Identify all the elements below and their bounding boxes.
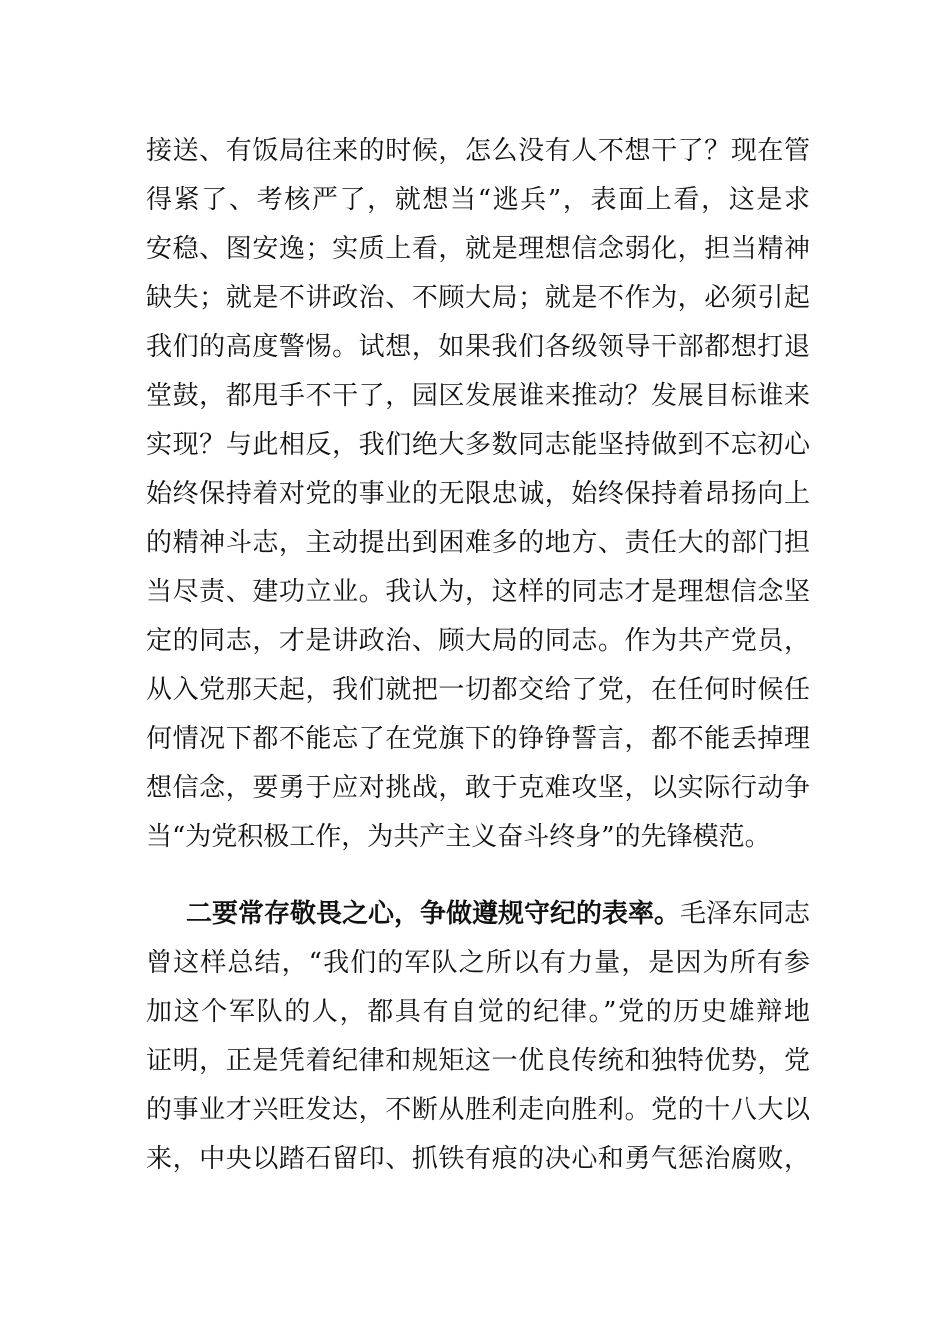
paragraph-2-line: 加这个军队的人，都具有自觉的纪律。”党的历史雄辩地 bbox=[146, 997, 810, 1027]
paragraph-1-line: 接送、有饭局往来的时候，怎么没有人不想干了？现在管 bbox=[146, 136, 810, 166]
paragraph-1-line: 从入党那天起，我们就把一切都交给了党，在任何时候任 bbox=[146, 675, 810, 705]
paragraph-2-line: 来，中央以踏石留印、抓铁有痕的决心和勇气惩治腐败， bbox=[146, 1144, 810, 1174]
paragraph-2-line: 曾这样总结，“我们的军队之所以有力量，是因为所有参 bbox=[146, 948, 810, 978]
paragraph-2-first-line-rest: 毛泽东同志 bbox=[680, 899, 811, 929]
paragraph-1-line: 得紧了、考核严了，就想当“逃兵”，表面上看，这是求 bbox=[146, 185, 810, 215]
paragraph-2-heading: 二要常存敬畏之心，争做遵规守纪的表率。 bbox=[186, 899, 681, 929]
paragraph-1-line: 始终保持着对党的事业的无限忠诚，始终保持着昂扬向上 bbox=[146, 479, 810, 509]
paragraph-1-line: 何情况下都不能忘了在党旗下的铮铮誓言，都不能丢掉理 bbox=[146, 724, 810, 754]
paragraph-1-line: 想信念，要勇于应对挑战，敢于克难攻坚，以实际行动争 bbox=[146, 773, 810, 803]
paragraph-2-first-line bbox=[186, 898, 810, 930]
paragraph-1-line: 安稳、图安逸；实质上看，就是理想信念弱化，担当精神 bbox=[146, 234, 810, 264]
paragraph-1-line: 缺失；就是不讲政治、不顾大局；就是不作为，必须引起 bbox=[146, 283, 810, 313]
paragraph-1-line: 的精神斗志，主动提出到困难多的地方、责任大的部门担 bbox=[146, 528, 810, 558]
paragraph-1-line: 实现？与此相反，我们绝大多数同志能坚持做到不忘初心 bbox=[146, 430, 810, 460]
paragraph-2-line: 证明，正是凭着纪律和规矩这一优良传统和独特优势，党 bbox=[146, 1046, 810, 1076]
paragraph-1-line: 当尽责、建功立业。我认为，这样的同志才是理想信念坚 bbox=[146, 577, 810, 607]
paragraph-1-line: 定的同志，才是讲政治、顾大局的同志。作为共产党员， bbox=[146, 626, 810, 656]
paragraph-1-line: 我们的高度警惕。试想，如果我们各级领导干部都想打退 bbox=[146, 332, 810, 362]
paragraph-1-line: 当“为党积极工作，为共产主义奋斗终身”的先锋模范。 bbox=[146, 822, 771, 852]
paragraph-1-line: 堂鼓，都甩手不干了，园区发展谁来推动？发展目标谁来 bbox=[146, 381, 810, 411]
paragraph-2-line: 的事业才兴旺发达，不断从胜利走向胜利。党的十八大以 bbox=[146, 1095, 810, 1125]
